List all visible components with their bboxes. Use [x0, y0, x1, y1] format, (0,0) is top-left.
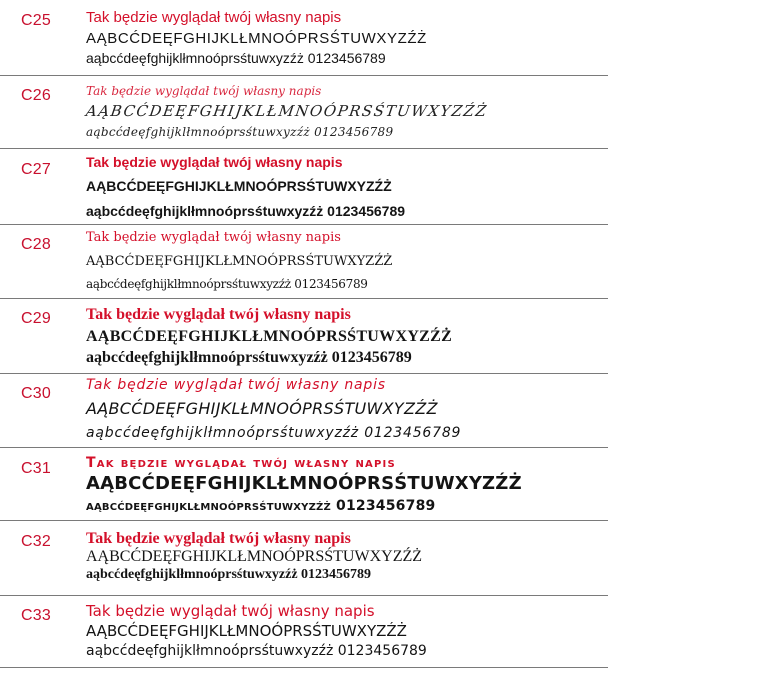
font-code-label: C28 [21, 236, 51, 253]
font-sample-c32 [0, 521, 608, 596]
font-sample-c30 [0, 374, 608, 448]
font-code-label: C33 [21, 607, 51, 624]
sample-uppercase-text: AĄBCĆDEĘFGHIJKLŁMNOÓPRSŚTUWXYZŹŻ [86, 548, 423, 565]
sample-lowercase-text: aąbcćdeęfghijklłmnoóprsśtuwxyzźż 0123456789 [86, 349, 412, 366]
sample-uppercase-text: AĄBCĆDEĘFGHIJKLŁMNOÓPRSŚTUWXYZŹŻ [86, 399, 438, 418]
sample-title-text: Tak będzie wyglądał twój własny napis [86, 455, 396, 471]
font-sample-c33 [0, 596, 608, 668]
sample-title-text: Tak będzie wyglądał twój własny napis [86, 84, 322, 98]
sample-title-text: Tak będzie wyglądał twój własny napis [86, 9, 342, 26]
font-sample-c31 [0, 448, 608, 521]
font-sample-c28 [0, 225, 608, 299]
font-code-label: C32 [21, 533, 51, 550]
font-sample-c27 [0, 149, 608, 225]
font-sample-c25 [0, 0, 608, 76]
font-code-label: C25 [21, 12, 51, 29]
sample-title-text: Tak będzie wyglądał twój własny napis [86, 602, 375, 620]
sample-uppercase-text: AĄBCĆDEĘFGHIJKLŁMNOÓPRSŚTUWXYZŹŻ [86, 473, 522, 494]
sample-title-text: Tak będzie wyglądał twój własny napis [86, 377, 386, 393]
sample-title-text: Tak będzie wyglądał twój własny napis [86, 306, 351, 323]
sample-uppercase-text: AĄBCĆDEĘFGHIJKLŁMNOÓPRSŚTUWXYZŹŻ [84, 102, 489, 120]
sample-uppercase-text: AĄBCĆDEĘFGHIJKLŁMNOÓPRSŚTUWXYZŹŻ [86, 30, 427, 47]
sample-uppercase-text: AĄBCĆDEĘFGHIJKLŁMNOÓPRSŚTUWXYZŹŻ [86, 328, 453, 345]
sample-lowercase-text: aąbcćdeęfghijklłmnoóprsśtuwxyzźż 0123456789 [86, 277, 368, 291]
sample-uppercase-text: AĄBCĆDEĘFGHIJKLŁMNOÓPRSŚTUWXYZŹŻ [86, 254, 393, 269]
sample-title-text: Tak będzie wyglądał twój własny napis [86, 230, 341, 245]
font-code-label: C30 [21, 385, 51, 402]
sample-lowercase-text: aąbcćdeęfghijklłmnoóprsśtuwxyzźż 0123456789 [86, 50, 386, 66]
sample-lowercase-text: aąbcćdeęfghijklłmnoóprsśtuwxyzźż 0123456789 [86, 125, 394, 139]
sample-lowercase-text: aąbcćdeęfghijklłmnoóprsśtuwxyzźż 0123456789 [86, 567, 372, 582]
font-code-label: C31 [21, 460, 51, 477]
font-code-label: C29 [21, 310, 51, 327]
sample-uppercase-text: AĄBCĆDEĘFGHIJKLŁMNOÓPRSŚTUWXYZŹŻ [86, 178, 392, 194]
font-code-label: C27 [21, 161, 51, 178]
sample-lowercase-text: aąbcćdeęfghijklłmnoóprsśtuwxyzźż 0123456789 [86, 425, 462, 441]
sample-title-text: Tak będzie wyglądał twój własny napis [86, 154, 343, 170]
sample-lowercase-text: aąbcćdeęfghijklłmnoóprsśtuwxyzźż 0123456789 [86, 203, 406, 219]
font-sample-c26 [0, 76, 608, 149]
sample-title-text: Tak będzie wyglądał twój własny napis [86, 530, 351, 547]
font-code-label: C26 [21, 87, 51, 104]
font-sample-c29 [0, 299, 608, 374]
sample-lowercase-text: aąbcćdeęfghijklłmnoóprsśtuwxyzźż 0123456789 [86, 498, 436, 514]
sample-lowercase-text: aąbcćdeęfghijklłmnoóprsśtuwxyzźż 0123456789 [86, 643, 427, 659]
sample-uppercase-text: AĄBCĆDEĘFGHIJKLŁMNOÓPRSŚTUWXYZŹŻ [86, 622, 407, 640]
